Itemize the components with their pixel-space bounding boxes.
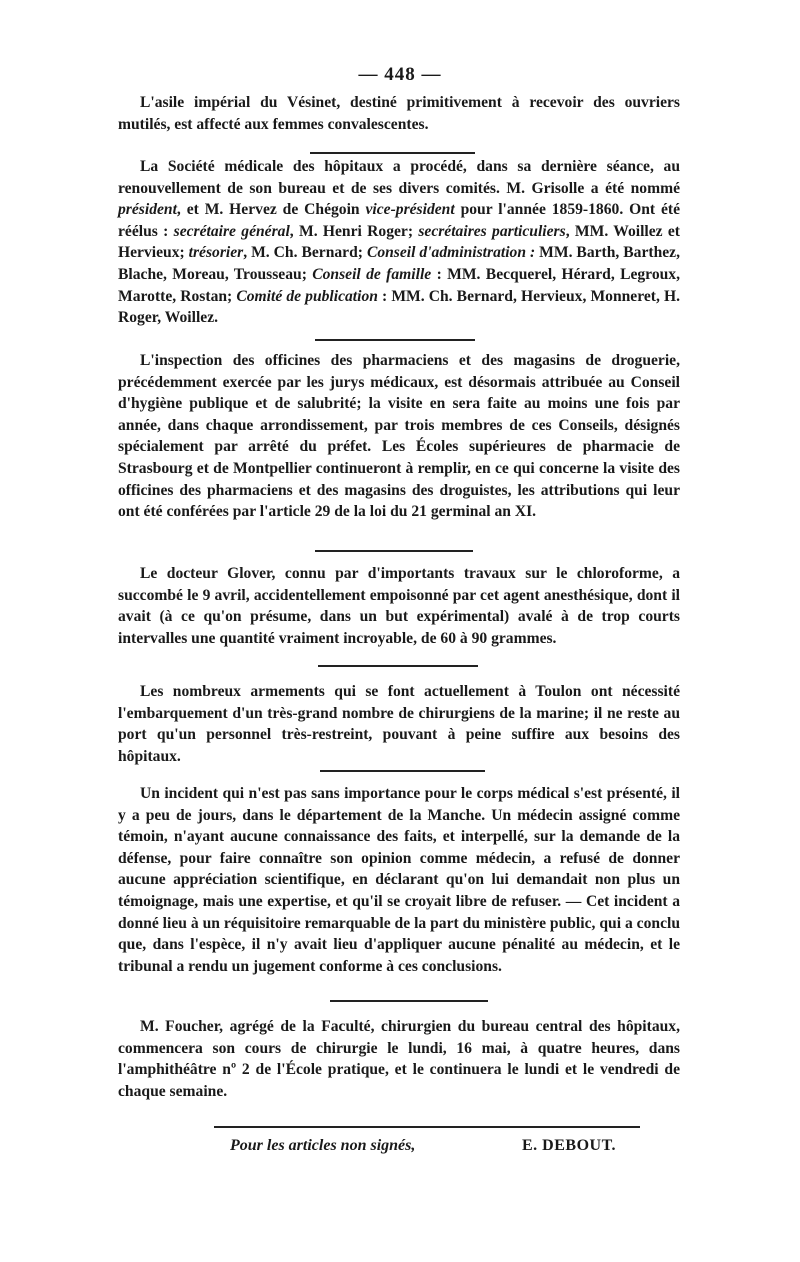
- signature-author: E. DEBOUT.: [522, 1137, 617, 1154]
- separator-rule: [320, 770, 485, 772]
- italic-run: Conseil d'administration :: [366, 244, 536, 262]
- separator-rule: [318, 665, 478, 667]
- text-run: Un incident qui n'est pas sans importance pour le corps médical s'est présenté, il y a peu de jours, dans le département de la Manche. Un médecin assigné comme témoin, n'ayant aucune connaissance des faits, et interpellé, sur la demande de la défense, pour faire connaître son opinion comme médecin, a refusé de donner aucune appréciation scientifique, en déclarant qu'on lui demandait non plus un témoignage, mais une expertise, et qu'il se croyait libre de refuser. — Cet incident a donné lieu à un réquisitoire remarquable de la part du ministère public, qui a conclu que, dans l'espèce, il n'y avait lieu d'appliquer aucune pénalité au médecin, et le tribunal a rendu un jugement conforme à ces conclusions.: [118, 785, 680, 975]
- text-run: L'asile impérial du Vésinet, destiné primitivement à recevoir des ouvriers mutilés, est affecté aux femmes convalescentes.: [118, 94, 680, 133]
- italic-run: vice-président: [365, 201, 455, 219]
- text-run: Les nombreux armements qui se font actuellement à Toulon ont nécessité l'embarquement d'un très-grand nombre de chirurgiens de la marine; il ne reste au port qu'un personnel très-restreint, pouvant à peine suffire aux besoins des hôpitaux.: [118, 683, 680, 765]
- italic-run: secrétaire général: [173, 222, 290, 240]
- text-run: L'inspection des officines des pharmaciens et des magasins de droguerie, précédemment exercée par les jurys médicaux, est désormais attribuée au Conseil d'hygiène publique et de salubrité; la visite en sera faite au moins une fois par année, dans chaque arrondissement, par trois membres de ces Conseils, désignés spécialement par arrêté du préfet. Les Écoles supérieures de pharmacie de Strasbourg et de Montpellier continueront à remplir, en ce qui concerne la visite des officines des pharmaciens et des magasins des droguistes, les attributions qui leur ont été conférées par l'article 29 de la loi du 21 germinal an XI.: [118, 352, 680, 521]
- text-run: Le docteur Glover, connu par d'importants travaux sur le chloroforme, a succombé le 9 avril, accidentellement empoisonné par cet agent anesthésique, dont il avait (à ce qu'on présume, dans un but expérimental) avalé à de trop courts intervalles une quantité vraiment incroyable, de 60 à 90 grammes.: [118, 565, 680, 647]
- paragraph-societe-medicale: [118, 156, 680, 329]
- italic-run: secrétaires particuliers: [418, 222, 566, 240]
- text-run: , MM. Woillez et Hervieux;: [118, 222, 680, 262]
- paragraph-inspection-officines: [118, 350, 680, 523]
- paragraph-docteur-glover: [118, 563, 680, 649]
- text-run: , M. Ch. Bernard;: [243, 244, 367, 262]
- text-run: MM. Barth, Barthez, Blache, Moreau, Trousseau;: [118, 244, 680, 283]
- signature-rule: [214, 1126, 640, 1128]
- signature: [230, 1137, 650, 1155]
- separator-rule: [315, 339, 475, 341]
- text-run: : MM. Becquerel, Hérard, Legroux, Marotte, Rostan;: [118, 265, 680, 305]
- paragraph-asile: [118, 92, 680, 135]
- text-run: La Société médicale des hôpitaux a procédé, dans sa dernière séance, au renouvellement de son bureau et de ses divers comités. M. Grisolle a été nommé: [118, 158, 680, 197]
- signature-note: Pour les articles non signés,: [230, 1137, 416, 1154]
- italic-run: trésorier: [188, 244, 244, 262]
- paragraph-foucher-cours: [118, 1016, 680, 1102]
- italic-run: président: [118, 201, 177, 219]
- separator-rule: [310, 152, 475, 154]
- text-run: , M. Henri Roger;: [289, 222, 419, 240]
- separator-rule: [330, 1000, 488, 1002]
- separator-rule: [315, 550, 473, 552]
- text-run: : MM. Ch. Bernard, Hervieux, Monneret, H. Roger, Woillez.: [118, 287, 680, 327]
- text-run: M. Foucher, agrégé de la Faculté, chirurgien du bureau central des hôpitaux, commencera son cours de chirurgie le lundi, 16 mai, à quatre heures, dans l'amphithéâtre nº 2 de l'École pratique, et le continuera le lundi et le vendredi de chaque semaine.: [118, 1018, 680, 1100]
- page-number: — 448 —: [358, 64, 442, 85]
- paragraph-armements-toulon: [118, 681, 680, 767]
- text-run: pour l'année 1859-1860. Ont été réélus :: [118, 201, 681, 240]
- text-run: , et M. Hervez de Chégoin: [176, 201, 366, 219]
- italic-run: Comité de publication: [236, 287, 378, 305]
- paragraph-incident-manche: [118, 783, 680, 977]
- italic-run: Conseil de famille: [312, 265, 432, 283]
